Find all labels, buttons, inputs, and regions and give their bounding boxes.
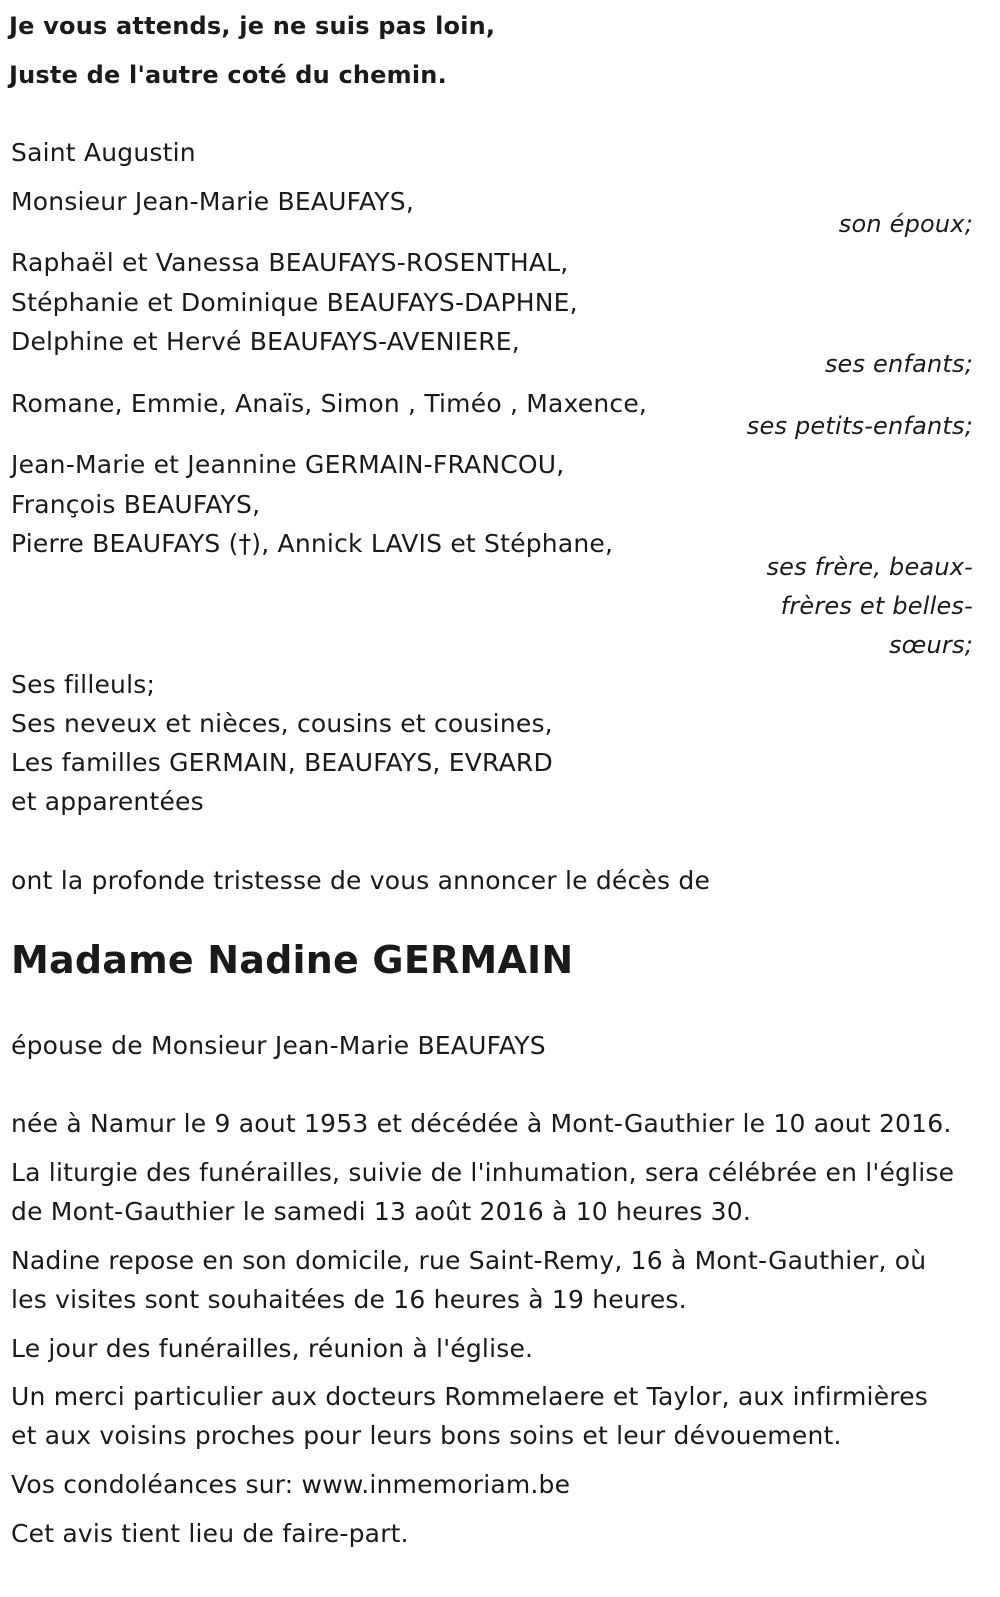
sibling-line: Jean-Marie et Jeannine GERMAIN-FRANCOU, [11, 450, 565, 479]
condolences-line: Vos condoléances sur: www.inmemoriam.be [11, 1470, 571, 1499]
children-role: ses enfants; [824, 350, 973, 378]
detail-line: née à Namur le 9 aout 1953 et décédée à Mont-Gauthier le 10 aout 2016. [11, 1109, 952, 1138]
epouse-line: épouse de Monsieur Jean-Marie BEAUFAYS [11, 1031, 546, 1060]
other-relatives-line: Les familles GERMAIN, BEAUFAYS, EVRARD [11, 748, 553, 777]
spouse-role: son époux; [838, 210, 973, 238]
sibling-line: François BEAUFAYS, [11, 490, 261, 519]
quote-line-1: Je vous attends, je ne suis pas loin, [9, 12, 496, 40]
detail-line: Le jour des funérailles, réunion à l'église. [11, 1334, 534, 1363]
grandchildren-role: ses petits-enfants; [746, 412, 973, 440]
detail-line: de Mont-Gauthier le samedi 13 août 2016 à 10 heures 30. [11, 1197, 751, 1226]
siblings-role-line: frères et belles- [780, 592, 973, 620]
detail-line: les visites sont souhaitées de 16 heures à 19 heures. [11, 1285, 687, 1314]
detail-line: La liturgie des funérailles, suivie de l'inhumation, sera célébrée en l'église [11, 1158, 955, 1187]
announcement: ont la profonde tristesse de vous annoncer le décès de [11, 866, 711, 895]
other-relatives-line: Ses filleuls; [11, 670, 156, 699]
detail-line: Cet avis tient lieu de faire-part. [11, 1519, 409, 1548]
detail-line: et aux voisins proches pour leurs bons soins et leur dévouement. [11, 1421, 842, 1450]
spouse-name: Monsieur Jean-Marie BEAUFAYS, [11, 187, 414, 216]
child-line: Raphaël et Vanessa BEAUFAYS-ROSENTHAL, [11, 248, 569, 277]
detail-line: Nadine repose en son domicile, rue Saint-Remy, 16 à Mont-Gauthier, où [11, 1246, 927, 1275]
quote-line-2: Juste de l'autre coté du chemin. [9, 61, 447, 89]
other-relatives-line: et apparentées [11, 787, 204, 816]
child-line: Delphine et Hervé BEAUFAYS-AVENIERE, [11, 327, 520, 356]
siblings-role-line: ses frère, beaux- [766, 553, 973, 581]
detail-line: Un merci particulier aux docteurs Rommelaere et Taylor, aux infirmières [11, 1382, 929, 1411]
deceased-name: Madame Nadine GERMAIN [11, 938, 574, 982]
siblings-role-line: sœurs; [888, 631, 973, 659]
quote-author: Saint Augustin [11, 138, 196, 167]
grandchildren-line: Romane, Emmie, Anaïs, Simon , Timéo , Maxence, [11, 389, 648, 418]
child-line: Stéphanie et Dominique BEAUFAYS-DAPHNE, [11, 288, 578, 317]
sibling-line: Pierre BEAUFAYS (†), Annick LAVIS et Stéphane, [11, 529, 614, 558]
other-relatives-line: Ses neveux et nièces, cousins et cousines, [11, 709, 553, 738]
